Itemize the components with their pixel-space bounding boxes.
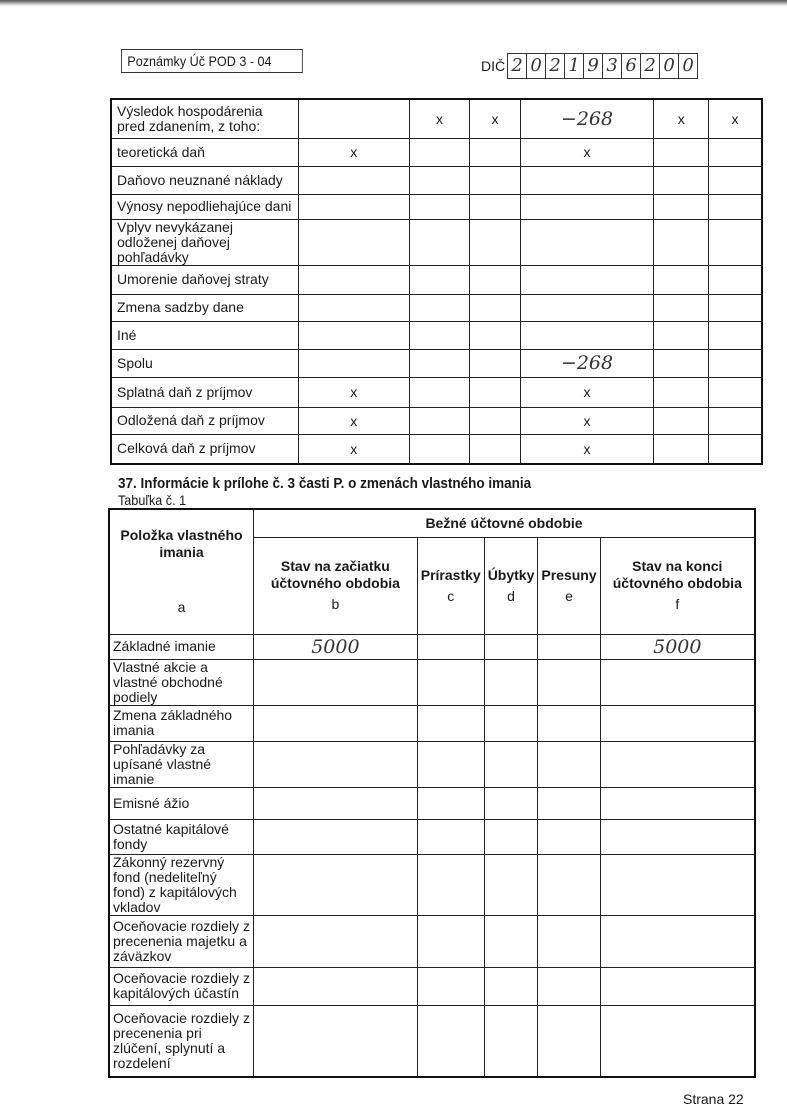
table-cell [600, 659, 755, 705]
table-row [109, 659, 755, 705]
table-cell: −268 [520, 349, 654, 377]
document-label: Poznámky Úč POD 3 - 04 [121, 49, 303, 73]
table-cell [470, 407, 520, 434]
table-cell: x [520, 138, 654, 166]
row-label: teoretická daň [111, 138, 298, 166]
row-label: Oceňovacie rozdiely z kapitálových účastín [109, 967, 254, 1005]
table-cell [409, 294, 470, 321]
equity-changes-table [108, 508, 756, 1078]
table-cell [254, 854, 418, 915]
dic-digit: 2 [507, 53, 527, 79]
tax-reconciliation-table [110, 98, 763, 465]
table-cell [654, 377, 709, 407]
dic-digit: 3 [602, 53, 622, 79]
column-header: Úbytky d [484, 537, 538, 634]
table-cell [600, 967, 755, 1005]
table-cell [654, 407, 709, 434]
section-title: 37. Informácie k prílohe č. 3 časti P. o zmenách vlastného imania [118, 475, 532, 492]
table-row [111, 194, 762, 219]
row-label: Zmena sadzby dane [111, 294, 298, 321]
table-cell [600, 854, 755, 915]
table-cell [298, 321, 409, 349]
row-label: Oceňovacie rozdiely z precenenia pri zlúčení, splynutí a rozdelení [109, 1005, 254, 1077]
table-cell [654, 194, 709, 219]
table-cell: x [654, 99, 709, 138]
table-cell [254, 741, 418, 787]
table-cell [298, 219, 409, 265]
table-cell [254, 915, 418, 967]
table-cell [254, 1005, 418, 1077]
table-cell [600, 819, 755, 854]
table-cell [409, 349, 470, 377]
table-cell [654, 219, 709, 265]
table-cell [254, 705, 418, 741]
table-cell [417, 705, 484, 741]
table-row [111, 407, 762, 434]
table-cell [470, 321, 520, 349]
table-row [109, 634, 755, 659]
row-label: Zmena základného imania [109, 705, 254, 741]
table-cell: x [470, 99, 520, 138]
table-cell [538, 854, 600, 915]
dic-digit: 2 [545, 53, 565, 79]
table-cell [654, 321, 709, 349]
table-cell [709, 294, 763, 321]
table-row [111, 265, 762, 294]
table-cell [417, 634, 484, 659]
table-cell [538, 659, 600, 705]
table-cell [484, 634, 538, 659]
table-cell [538, 634, 600, 659]
dic-digit-boxes [508, 53, 698, 79]
table-cell [538, 741, 600, 787]
table-cell [409, 166, 470, 194]
table-cell [709, 377, 763, 407]
table-cell [484, 1005, 538, 1077]
table-cell [417, 741, 484, 787]
table-cell [298, 265, 409, 294]
table-cell [709, 219, 763, 265]
table-cell [484, 967, 538, 1005]
table-cell [298, 349, 409, 377]
table-row [111, 321, 762, 349]
table-cell [417, 1005, 484, 1077]
table-cell [470, 434, 520, 464]
table-row [111, 349, 762, 377]
table-cell: x [298, 434, 409, 464]
table-cell [254, 787, 418, 819]
table-cell [538, 967, 600, 1005]
dic-digit: 2 [640, 53, 660, 79]
table-cell [470, 194, 520, 219]
table-cell [409, 434, 470, 464]
table-cell [709, 138, 763, 166]
row-label: Splatná daň z príjmov [111, 377, 298, 407]
table-cell [600, 705, 755, 741]
table-cell [600, 1005, 755, 1077]
table-cell: 5000 [254, 634, 418, 659]
table-cell [254, 659, 418, 705]
table-cell [470, 138, 520, 166]
table-row [109, 967, 755, 1005]
row-label: Iné [111, 321, 298, 349]
table-cell [409, 265, 470, 294]
table-cell [709, 321, 763, 349]
dic-digit: 6 [621, 53, 641, 79]
page-number: Strana 22 [683, 1091, 744, 1107]
table-cell [417, 787, 484, 819]
row-label: Pohľadávky za upísané vlastné imanie [109, 741, 254, 787]
row-label: Umorenie daňovej straty [111, 265, 298, 294]
table-cell [520, 194, 654, 219]
table-cell [417, 915, 484, 967]
row-label: Emisné ážio [109, 787, 254, 819]
table-cell [520, 294, 654, 321]
table-cell [409, 407, 470, 434]
table-cell [470, 294, 520, 321]
table-cell: 5000 [600, 634, 755, 659]
table-cell [520, 219, 654, 265]
table-cell [538, 915, 600, 967]
table-cell [470, 219, 520, 265]
dic-digit: 1 [564, 53, 584, 79]
table-cell [417, 854, 484, 915]
table-cell [298, 294, 409, 321]
table-cell: x [298, 407, 409, 434]
table-cell [709, 166, 763, 194]
row-label: Vplyv nevykázanej odloženej daňovej pohľadávky [111, 219, 298, 265]
table-cell [709, 265, 763, 294]
table-cell [709, 407, 763, 434]
table-cell [538, 787, 600, 819]
table-cell [654, 265, 709, 294]
row-label: Základné imanie [109, 634, 254, 659]
table-row [109, 819, 755, 854]
table-row [111, 434, 762, 464]
table-cell [409, 377, 470, 407]
row-label: Spolu [111, 349, 298, 377]
table-cell [654, 434, 709, 464]
dic-digit: 9 [583, 53, 603, 79]
table-row [111, 166, 762, 194]
column-header: Stav na konci účtovného obdobia f [600, 537, 755, 634]
table-row [111, 294, 762, 321]
table-cell [600, 915, 755, 967]
table-cell [654, 166, 709, 194]
table-cell [409, 321, 470, 349]
table-cell [538, 705, 600, 741]
table-cell [709, 434, 763, 464]
table-cell [520, 166, 654, 194]
row-label: Vlastné akcie a vlastné obchodné podiely [109, 659, 254, 705]
table-cell: x [520, 434, 654, 464]
table-cell [484, 705, 538, 741]
table-cell [484, 787, 538, 819]
table-cell [417, 659, 484, 705]
column-header: Stav na začiatku účtovného obdobia b [254, 537, 418, 634]
table-cell [538, 819, 600, 854]
header-period: Bežné účtovné obdobie [254, 509, 756, 537]
table-cell [520, 265, 654, 294]
table-cell [484, 915, 538, 967]
table-cell [654, 294, 709, 321]
dic-field [481, 53, 698, 79]
header-item: Položka vlastného imania a [109, 509, 254, 634]
table-cell [654, 138, 709, 166]
table-cell [600, 787, 755, 819]
dic-label: DIČ [481, 58, 506, 74]
table-cell [254, 967, 418, 1005]
table-cell: x [409, 99, 470, 138]
table-cell [417, 819, 484, 854]
row-label: Daňovo neuznané náklady [111, 166, 298, 194]
table-cell: x [520, 377, 654, 407]
table-cell [709, 194, 763, 219]
row-label: Odložená daň z príjmov [111, 407, 298, 434]
table-row [109, 741, 755, 787]
table-row [109, 854, 755, 915]
table-cell [417, 967, 484, 1005]
row-label: Výnosy nepodliehajúce dani [111, 194, 298, 219]
table-cell [254, 819, 418, 854]
table-cell: −268 [520, 99, 654, 138]
table-cell [298, 194, 409, 219]
column-header: Presuny e [538, 537, 600, 634]
scan-edge [0, 0, 787, 6]
table-row [109, 1005, 755, 1077]
dic-digit: 0 [678, 53, 698, 79]
row-label: Zákonný rezervný fond (nedeliteľný fond) z kapitálových vkladov [109, 854, 254, 915]
table-cell [484, 819, 538, 854]
table-cell [600, 741, 755, 787]
table-caption: Tabuľka č. 1 [118, 492, 187, 508]
table-cell [470, 377, 520, 407]
table-row [111, 219, 762, 265]
table-row [111, 138, 762, 166]
row-label: Celková daň z príjmov [111, 434, 298, 464]
row-label: Ostatné kapitálové fondy [109, 819, 254, 854]
table-cell: x [709, 99, 763, 138]
table-cell [409, 194, 470, 219]
table-row [111, 377, 762, 407]
table-cell [520, 321, 654, 349]
dic-digit: 0 [526, 53, 546, 79]
table-row [109, 787, 755, 819]
table-cell [470, 166, 520, 194]
table-cell [409, 138, 470, 166]
table-cell [654, 349, 709, 377]
table-cell [484, 741, 538, 787]
table-cell [470, 265, 520, 294]
table-cell: x [298, 377, 409, 407]
table-row [111, 99, 762, 138]
table-cell [484, 659, 538, 705]
table-cell [298, 99, 409, 138]
table-cell [409, 219, 470, 265]
table-cell [484, 854, 538, 915]
table-cell [470, 349, 520, 377]
table-cell: x [520, 407, 654, 434]
dic-digit: 0 [659, 53, 679, 79]
table-cell [538, 1005, 600, 1077]
row-label: Výsledok hospodárenia pred zdanením, z toho: [111, 99, 298, 138]
table-row [109, 915, 755, 967]
table-cell [709, 349, 763, 377]
row-label: Oceňovacie rozdiely z precenenia majetku a záväzkov [109, 915, 254, 967]
table-cell [298, 166, 409, 194]
table-cell: x [298, 138, 409, 166]
table-row [109, 705, 755, 741]
column-header: Prírastky c [417, 537, 484, 634]
